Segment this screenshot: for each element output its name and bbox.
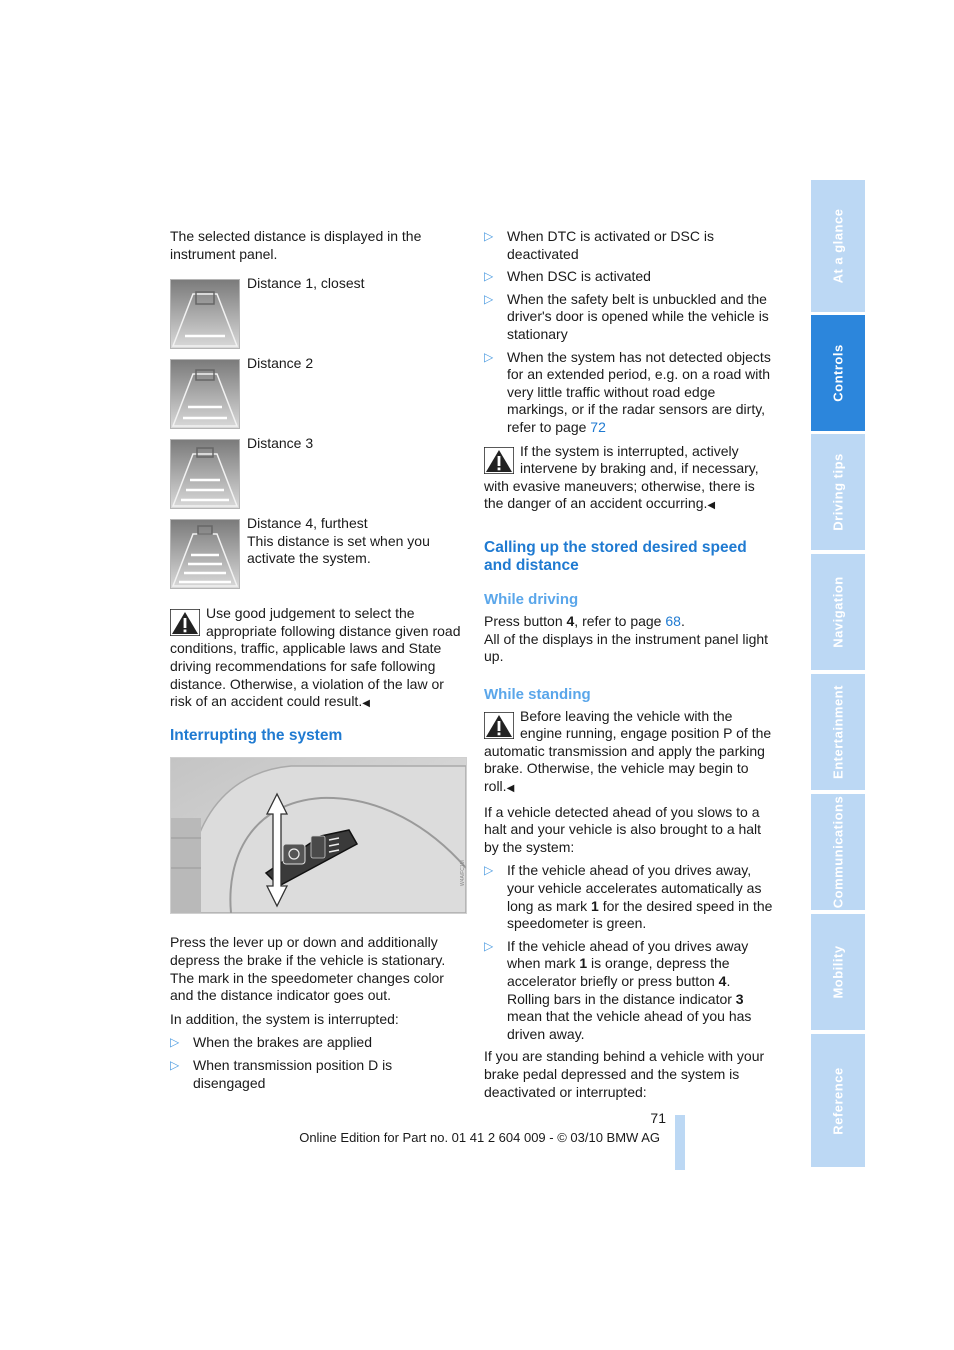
end-mark-icon: ◀ <box>707 500 716 512</box>
warning-leaving-vehicle-text: Before leaving the vehicle with the engine running, engage position P of the automatic transmission and apply the parking brake. Otherwise, the vehicle may begin to roll. <box>484 707 772 795</box>
warning-triangle-icon <box>484 447 514 474</box>
tab-controls[interactable]: Controls <box>811 315 865 431</box>
distance-1-image <box>170 279 240 349</box>
warning-interrupted <box>484 443 776 515</box>
page-link-68[interactable]: 68 <box>665 612 681 629</box>
distance-1-label: Distance 1, closest <box>247 275 365 292</box>
list-item: ▷ When DTC is activated or DSC is deactivated <box>484 228 714 262</box>
bullet-triangle-icon: ▷ <box>484 269 494 284</box>
heading-interrupting: Interrupting the system <box>170 726 343 744</box>
list-item: ▷ When the brakes are applied <box>170 1034 372 1051</box>
section-sidebar <box>811 180 865 1167</box>
bullet-triangle-icon: ▷ <box>484 229 494 243</box>
tab-at-a-glance[interactable]: At a glance <box>811 180 865 312</box>
list-item: ▷ If the vehicle ahead of you drives away, your vehicle accelerates automatically as long as mark 1 for the desired speed in the speedometer is green. <box>484 862 773 932</box>
page-number: 71 <box>650 1110 666 1126</box>
distance-2-label: Distance 2 <box>247 355 314 372</box>
figure-code: W4A/FC1M <box>460 859 466 886</box>
bullet-triangle-icon: ▷ <box>170 1057 180 1072</box>
distance-1-row <box>170 275 465 355</box>
tab-reference[interactable]: Reference <box>811 1034 865 1167</box>
list-item: ▷ When the system has not detected objects for an extended period, e.g. on a road with very little traffic without road edge markings, or if the radar sensors are dirty, refer to page 72 <box>484 348 771 435</box>
warning-following-distance-text: Use good judgement to select the appropriate following distance given road conditions, traffic, applicable laws and State driving recommendations for safe following distance. Otherwise, a violation of the law or risk of an accident could result. <box>170 605 461 710</box>
distance-3-image <box>170 439 240 509</box>
standing-text: If a vehicle detected ahead of you slows to a halt and your vehicle is also brought to a halt by the system: <box>484 803 762 855</box>
bullet-triangle-icon: ▷ <box>484 291 494 306</box>
tab-navigation[interactable]: Navigation <box>811 554 865 670</box>
warning-triangle-icon <box>484 712 514 739</box>
heading-calling-up: Calling up the stored desired speed and distance <box>484 538 747 574</box>
warning-interrupted-text: If the system is interrupted, actively intervene by braking and, if necessary, with evasive maneuvers; otherwise, there is the danger of an accident occurring. <box>484 442 759 512</box>
distance-3-row <box>170 435 465 515</box>
distance-2-image <box>170 359 240 429</box>
edition-note: Online Edition for Part no. 01 41 2 604 009 - © 03/10 BMW AG <box>299 1130 660 1145</box>
driving-text-2: All of the displays in the instrument panel light up. <box>484 630 769 665</box>
bullet-triangle-icon: ▷ <box>484 349 494 364</box>
tab-driving-tips[interactable]: Driving tips <box>811 434 865 550</box>
warning-following-distance <box>170 605 465 713</box>
subheading-while-driving: While driving <box>484 590 579 608</box>
bullet-triangle-icon: ▷ <box>484 938 494 953</box>
list-item: ▷ When the safety belt is unbuckled and the driver's door is opened while the vehicle is stationary <box>484 290 769 342</box>
interrupted-intro: In addition, the system is interrupted: <box>170 1010 399 1027</box>
tab-mobility[interactable]: Mobility <box>811 914 865 1030</box>
intro-text: The selected distance is displayed in the instrument panel. <box>170 228 422 262</box>
distance-4-row <box>170 515 465 599</box>
distance-2-row <box>170 355 465 435</box>
distance-4-note: This distance is set when you activate the system. <box>247 532 430 567</box>
right-column <box>484 228 776 1107</box>
end-mark-icon: ◀ <box>362 698 370 710</box>
list-item: ▷ When DSC is activated <box>484 268 651 285</box>
end-mark-icon: ◀ <box>506 783 515 795</box>
tab-entertainment[interactable]: Entertainment <box>811 674 865 790</box>
distance-4-label: Distance 4, furthest <box>247 515 368 532</box>
list-item: ▷ When transmission position D is disengaged <box>170 1056 393 1091</box>
lever-instruction: Press the lever up or down and additionally depress the brake if the vehicle is stationary. The mark in the speedometer changes color and the distance indicator goes out. <box>170 934 446 1004</box>
footer-accent-bar <box>675 1115 685 1170</box>
list-item: ▷ If the vehicle ahead of you drives away when mark 1 is orange, depress the accelerator briefly or press button 4. Rolling bars in the distance indicator 3 mean that the vehicle ahead of you has driven away. <box>484 937 752 1042</box>
bullet-triangle-icon: ▷ <box>170 1035 180 1050</box>
final-text: If you are standing behind a vehicle with your brake pedal depressed and the system is deactivated or interrupted: <box>484 1048 765 1100</box>
left-column <box>170 228 465 1097</box>
warning-leaving-vehicle <box>484 708 776 798</box>
distance-4-image <box>170 519 240 589</box>
distance-3-label: Distance 3 <box>247 435 314 452</box>
steering-lever-figure <box>170 757 467 914</box>
driving-text: Press button 4, refer to page 68. <box>484 612 685 629</box>
page-link-72[interactable]: 72 <box>590 418 606 435</box>
bullet-triangle-icon: ▷ <box>484 863 494 878</box>
subheading-while-standing: While standing <box>484 685 591 703</box>
warning-triangle-icon <box>170 609 200 636</box>
tab-communications[interactable]: Communications <box>811 794 865 910</box>
